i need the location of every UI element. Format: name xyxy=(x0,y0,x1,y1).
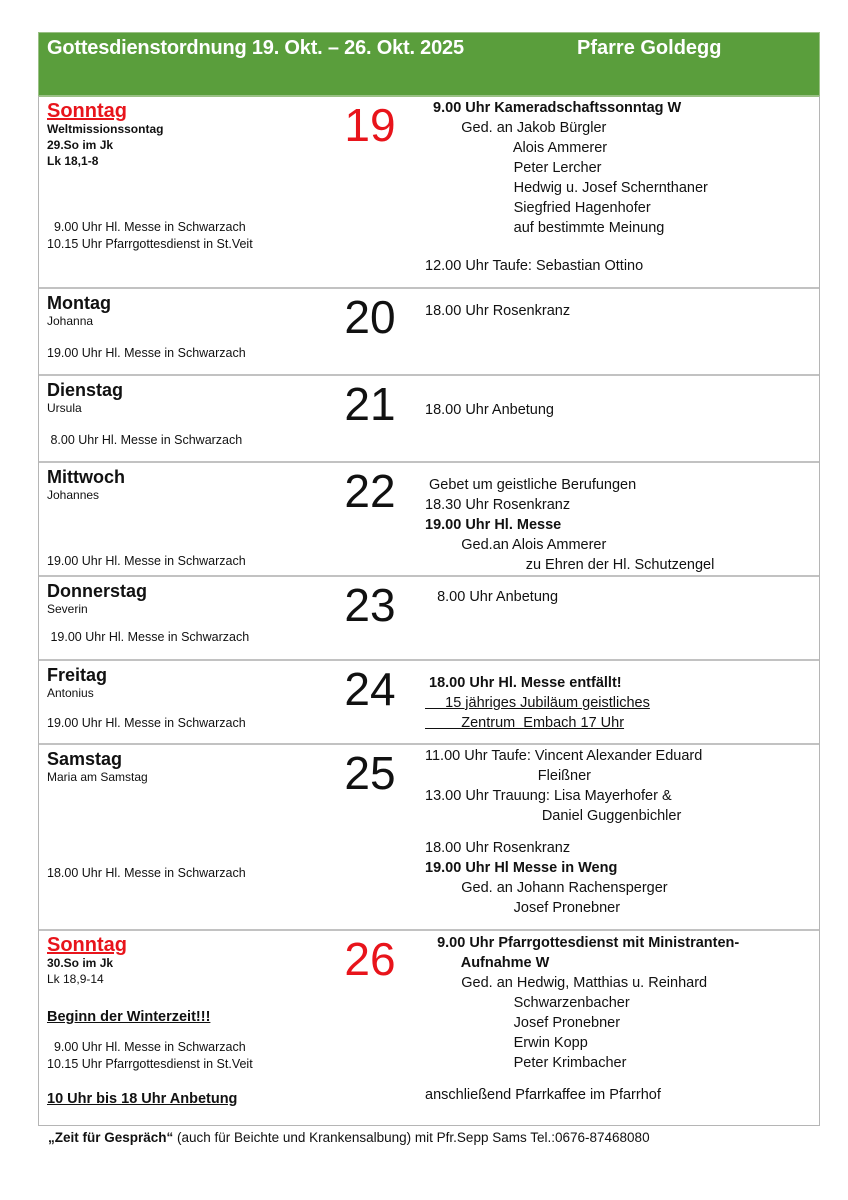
footer-contact xyxy=(48,1130,650,1145)
day-number: 19 xyxy=(344,99,396,151)
day-row-tuesday-21 xyxy=(39,374,819,461)
event-line: Aufnahme W xyxy=(425,955,550,971)
other-service: 9.00 Uhr Hl. Messe in Schwarzach xyxy=(47,220,246,234)
event-line: 18.00 Uhr Rosenkranz xyxy=(425,303,571,319)
event-line: Hedwig u. Josef Schernthaner xyxy=(425,180,708,196)
other-service: 8.00 Uhr Hl. Messe in Schwarzach xyxy=(47,433,243,447)
event-line: 9.00 Uhr Pfarrgottesdienst mit Ministranten- xyxy=(425,935,740,951)
schedule-title: Gottesdienstordnung 19. Okt. – 26. Okt. 2025 xyxy=(47,37,464,59)
event-line: Peter Krimbacher xyxy=(425,1055,627,1071)
parish-name: Pfarre Goldegg xyxy=(577,37,722,59)
other-service: 18.00 Uhr Hl. Messe in Schwarzach xyxy=(47,866,246,880)
day-reading: Lk 18,1-8 xyxy=(47,154,99,168)
footer-text: (auch für Beichte und Krankensalbung) mit Pfr.Sepp Sams Tel.:0676-87468080 xyxy=(173,1130,650,1145)
day-subtitle: 30.So im Jk xyxy=(47,956,114,970)
other-service: 10.15 Uhr Pfarrgottesdienst in St.Veit xyxy=(47,237,253,251)
events-list xyxy=(425,587,820,607)
events-list xyxy=(425,380,820,420)
events-list xyxy=(425,933,820,1105)
event-line: Fleißner xyxy=(425,768,591,784)
event-line: Ged.an Alois Ammerer xyxy=(425,537,607,553)
events-list xyxy=(425,98,820,276)
event-line: Ged. an Hedwig, Matthias u. Reinhard xyxy=(425,975,708,991)
event-line: 18.00 Uhr Hl. Messe entfällt! xyxy=(425,675,622,691)
day-row-sunday-26 xyxy=(39,929,819,1125)
other-service: 9.00 Uhr Hl. Messe in Schwarzach xyxy=(47,1040,246,1054)
day-number: 26 xyxy=(344,933,396,985)
event-line: 18.00 Uhr Rosenkranz xyxy=(425,840,571,856)
event-line: Siegfried Hagenhofer xyxy=(425,200,651,216)
event-line: Josef Pronebner xyxy=(425,900,621,916)
event-spacer xyxy=(425,238,820,256)
event-line: 13.00 Uhr Trauung: Lisa Mayerhofer & xyxy=(425,788,672,804)
day-subtitle: Weltmissionssontag xyxy=(47,122,164,136)
day-row-wednesday-22 xyxy=(39,461,819,575)
event-line: 18.00 Uhr Anbetung xyxy=(425,402,554,418)
day-reading: Lk 18,9-14 xyxy=(47,972,104,986)
events-list xyxy=(425,673,820,733)
event-line: 18.30 Uhr Rosenkranz xyxy=(425,497,571,513)
event-spacer xyxy=(425,1073,820,1085)
header-banner xyxy=(38,32,820,96)
day-saint: Ursula xyxy=(47,401,82,415)
event-line: Ged. an Johann Rachensperger xyxy=(425,880,668,896)
day-name: Donnerstag xyxy=(47,581,148,601)
events-list xyxy=(425,475,820,575)
day-saint: Johannes xyxy=(47,488,100,502)
day-row-thursday-23 xyxy=(39,575,819,659)
day-saint: Severin xyxy=(47,602,88,616)
events-list xyxy=(425,746,820,918)
day-number: 20 xyxy=(344,291,396,343)
event-line: Josef Pronebner xyxy=(425,1015,621,1031)
adoration-notice: 10 Uhr bis 18 Uhr Anbetung xyxy=(47,1091,238,1107)
winter-time-notice: Beginn der Winterzeit!!! xyxy=(47,1009,211,1025)
event-line: 15 jähriges Jubiläum geistliches xyxy=(425,695,650,711)
other-service: 19.00 Uhr Hl. Messe in Schwarzach xyxy=(47,630,250,644)
day-name: Sonntag xyxy=(47,934,127,956)
day-number: 24 xyxy=(344,663,396,715)
day-row-sunday-19 xyxy=(39,96,819,287)
event-line: 12.00 Uhr Taufe: Sebastian Ottino xyxy=(425,258,644,274)
day-number: 21 xyxy=(344,378,396,430)
day-name: Mittwoch xyxy=(47,467,125,487)
day-name: Samstag xyxy=(47,749,123,769)
event-line: Erwin Kopp xyxy=(425,1035,588,1051)
schedule-table xyxy=(38,96,820,1126)
event-line: Gebet um geistliche Berufungen xyxy=(425,477,637,493)
other-service: 19.00 Uhr Hl. Messe in Schwarzach xyxy=(47,554,246,568)
event-line: anschließend Pfarrkaffee im Pfarrhof xyxy=(425,1087,661,1103)
event-line: Zentrum Embach 17 Uhr xyxy=(425,715,625,731)
event-spacer xyxy=(425,380,820,400)
event-line: 9.00 Uhr Kameradschaftssonntag W xyxy=(425,100,682,116)
event-spacer xyxy=(425,826,820,838)
event-line: Schwarzenbacher xyxy=(425,995,630,1011)
events-list xyxy=(425,301,820,321)
day-name: Freitag xyxy=(47,665,108,685)
day-name: Montag xyxy=(47,293,111,313)
event-line: Alois Ammerer xyxy=(425,140,608,156)
day-saint: Maria am Samstag xyxy=(47,770,148,784)
schedule-page xyxy=(38,32,820,1126)
day-number: 25 xyxy=(344,747,396,799)
event-line: 19.00 Uhr Hl Messe in Weng xyxy=(425,860,618,876)
event-line: 8.00 Uhr Anbetung xyxy=(425,589,559,605)
event-line: zu Ehren der Hl. Schutzengel xyxy=(425,557,715,573)
day-number: 22 xyxy=(344,465,396,517)
event-line: 11.00 Uhr Taufe: Vincent Alexander Eduard xyxy=(425,748,703,764)
day-row-saturday-25 xyxy=(39,743,819,929)
other-service: 10.15 Uhr Pfarrgottesdienst in St.Veit xyxy=(47,1057,253,1071)
footer-heading: „Zeit für Gespräch“ xyxy=(48,1130,174,1145)
day-subtitle: 29.So im Jk xyxy=(47,138,114,152)
day-row-friday-24 xyxy=(39,659,819,743)
day-number: 23 xyxy=(344,579,396,631)
event-line: Daniel Guggenbichler xyxy=(425,808,682,824)
day-name: Dienstag xyxy=(47,380,124,400)
event-line: Ged. an Jakob Bürgler xyxy=(425,120,607,136)
day-row-monday-20 xyxy=(39,287,819,374)
event-line: 19.00 Uhr Hl. Messe xyxy=(425,517,562,533)
event-line: auf bestimmte Meinung xyxy=(425,220,665,236)
event-line: Peter Lercher xyxy=(425,160,602,176)
day-name: Sonntag xyxy=(47,100,127,122)
other-service: 19.00 Uhr Hl. Messe in Schwarzach xyxy=(47,716,246,730)
day-saint: Johanna xyxy=(47,314,94,328)
day-saint: Antonius xyxy=(47,686,94,700)
other-service: 19.00 Uhr Hl. Messe in Schwarzach xyxy=(47,346,246,360)
